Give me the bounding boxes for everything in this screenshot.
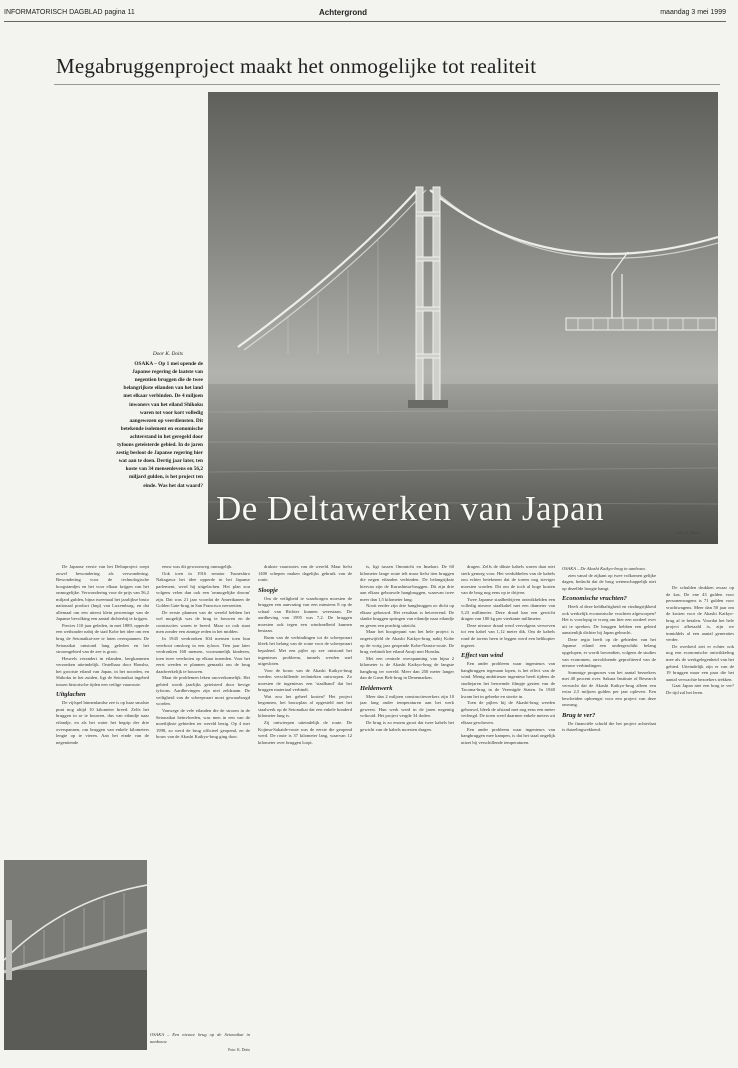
paragraph: De Japanse versie van het Deltaproject roept zowel bewondering als verwondering. Bewondering voor de technologische hoogstandjes en het voor elkaar krijgen van het onmogelijke. Verwondering voor de prijs van 56,2 miljard gulden, bijna tweemaal het jaarlijkse bruto nationaal product (bnp) van Luxemburg, en dat allemaal om een uiterst klein percentage van de Japanse bevolking een aantal dichterbij te krijgen. [56,564,149,622]
paragraph: De schulden drukken zwaar op de kas. De ene 43 gulden voor personenwagens is 71 gulden voor vrachtwagens. Meer dan 50 jaar om de kosten voor de Akashi Kaikyo-brug af te betalen. Voordat het hele project afbetaald is, zijn we inmiddels al een aantal generaties verder. [666,585,734,643]
subheading: Uitglachen [56,691,86,699]
paragraph: Deze regio heeft op de gebieden van het Japanse eiland een ondergeschikt belang opgelopen, er wordt bovendien, volgens de studies van economen, onvoldoende geprofiteerd van de nieuwe verbindingen. [562,636,656,669]
paragraph: Maar de problemen leken onoverkomelijk. Het gebied wordt jaarlijks geteisterd door hevige tyfoons. Aardbevingen zijn niet zeldzaam. De veiligheid van de scheepvaart moet gewaarborgd worden. [156,675,250,707]
paragraph: Zij ontwierpen uiteindelijk de route. De Kojima-Sakaide-route was de eerste die geopend werd. De route is 37 kilometer lang, waarvan 12 kilometer over bruggen loopt. [258,720,352,745]
paragraph: De financiële schuld die het project achterlaat is duizelingwekkend. [562,720,656,733]
header-date: maandag 3 mei 1999 [660,9,726,16]
paragraph: Een ander probleem waar ingenieurs van hangbruggen tegenaan lopen, is het effect van de wind. Menig ambitieuze ingenieur heeft tijdens de studiejaren het beroemde filmpje gezien van de Tacoma-brug in de Verenigde Staten. In 1940 kwam het in gebreke en stortte in. [461,661,555,699]
page-header [4,9,726,21]
paragraph: De overheid ziet er echter ook nog een economische ontwikkeling mee als de werkgelegenheid van het gebied. Uiteindelijk zijn er van de 19 bruggen maar een paar die het aantal verwachte bezoekers trekken. [666,643,734,682]
subheading: Effect van wind [461,652,504,660]
paragraph: Wat zou het geheel kosten? Het project begonnen, het bouwplan al opgesteld met het staalwerk op de Setonaikai dat een enkele honderd kilometer lang is. [258,693,352,719]
paragraph: Meer dan 2 miljoen constructiewerkers zijn 10 jaar lang onder temperaturen aan het werk geweest. Hun werk werd in de jaren negentig voltooid. Het project vergde 34 doden. [360,693,454,719]
paragraph: Om de veiligheid te waarborgen moesten de bruggen een aanvaring van een minstens 8 op de schaal van Richter kunnen weerstaan. De aardbeving van 1995 was 7,2. De bruggen moesten ook tegen een windsnelheid kunnen bestaan. [258,595,352,634]
photo-credit: Foto: K. Dotts [676,530,700,535]
article-column-7 [666,585,734,1053]
paragraph: Nooit eerder zijn drie hangbruggen zo dicht op elkaar gebouwd. Het resultaat is betoverend. De slanke bruggen springen van eilandje naar eilandje en geven een prachtig uitzicht. [360,603,454,628]
headline-rule [54,84,720,85]
paragraph: Ook toen in 1916 senator Tsuneshiro Nakagawa het idee opperde in het Japanse parlement, werd hij uitgelachen. Het plan zou volgens velen dan ook een 'onmogelijke droom' zijn. Dat was 21 jaar voordat de Amerikanen de Golden Gate-brug in San Francisco neerzetten. [156,570,250,609]
photo2-credit: Foto: K. Dotts [228,1048,250,1053]
paragraph: Gaat Japan niet een brug te ver? De tijd zal het leren. [666,683,734,695]
paragraph: Precies 110 jaar geleden, in mei 1889, opperde een wethouder nabij de stad Kobe het idee om een brug de Setonaikai-zee te laten overspannen. De Setonaikai ontstond lang geleden en het stroomgebied van de zee is groot. [56,622,149,655]
paragraph: eeuw was dit gewoonweg onmogelijk. [162,564,233,569]
article-column-3 [258,564,352,1054]
paragraph: Voor de bouw van de Akashi Kaikyo-brug werden verschillende technieken ontworpen. Zo moesten de ingenieurs een 'staalband' dat het bruggen materiaal verbindt. [258,667,352,693]
paragraph: dragen. Zelfs de dikste kabels waren daar niet sterk genoeg voor. Het verdubbelen van de kabels zou echter betekenen dat de torens nog steviger moesten worden. Dit om de toch al hoge kosten van de brug nog eens op te drijven. [461,564,555,596]
header-publication: INFORMATORISCH DAGBLAD pagina 11 [4,9,135,16]
subheading: Economische vruchten? [562,595,627,603]
paragraph: De brug is zo enorm groot dat twee kabels het gewicht van de kabels moesten dragen. [360,720,454,732]
paragraph: Vanwege de vele eilanden die de stroom in de Setonaikai beïnvloeden, was men in een van de moeilijkste gebieden ter wereld bezig. Op 4 mei 1998, zo werd de brug officieel geopend, en de bouw van de Akashi Kaikyo-brug ging door. [156,708,250,740]
article-column-2 [156,564,250,1054]
subheading: Brug te ver? [562,711,596,719]
bridge-photo [208,92,718,544]
header-rule [4,21,726,22]
paragraph: Een ander probleem waar ingenieurs van hangbruggen mee kampen, is dat het staal ongelijk uitzet bij verschillende temperaturen. [461,726,555,745]
article-column-4 [360,564,454,1054]
paragraph: Ruim van de verbindingen tot de scheepvaart bleek het belang van de route voor de scheepvaart bepalend. Met een pijler op zee ontstond het ingenieurs probleem, tunnels werden snel uitgesloten. [258,634,352,667]
paragraph: is, ligt tussen Onomichi en Imabari. De 60 kilometer lange route telt maar liefst tien bruggen die negen eilanden verbinden. De belangrijkste hiervan zijn de Kurushima-bruggen. Dit zijn drie aan elkaar gebouwde hangbruggen, waarvan twee meer dan 1,5 kilometer lang. [360,564,454,602]
paragraph: In 1945 verdronken 304 mensen toen hun veerboot omsloeg in een tyfoon. Tien jaar later verdronken 168 mensen, voornamelijk kinderen, toen twee veerboten op elkaar inrenden. Voor het eerst werden er plannen gemaakt om de brug daadwerkelijk te bouwen. [156,636,250,674]
photo2-caption-block [150,1030,250,1060]
paragraph: Twee Japanse staalbedrijven ontwikkelden een volledig nieuwe staalkabel met een diameter van 5,23 millimeter. Deze draad kan een gewicht dragen van 180 kg per vierkante millimeter. [461,596,555,622]
paragraph: Heeft al deze heldhaftigheid en vindingrijkheid ook werkelijk economische vruchten afgeworpen? Het is voorlopig te vroeg om hier een oordeel over uit te spreken. De bruggen hebben een gebied aanzienlijk dichter bij Japan gebracht. [562,604,656,636]
page-headline: Megabruggenproject maakt het onmogelijke tot realiteit [56,54,537,78]
article-column-6 [562,564,656,1054]
article-column-5 [461,564,555,1054]
paragraph: drukste vaarroutes van de wereld. Maar liefst 1400 schepen maken dagelijks gebruik van de route. [258,564,352,583]
paragraph: De eerste plannen van de wereld hebben het wel mogelijk was de brug te bouwen en de constructies waren te breed. Maar zo ook staat men zonder een zinnige reden in het midden. [156,609,250,635]
photo2-caption: OSAKA – Een nieuwe brug op de Setonaikai in aanbouw. [150,1032,250,1044]
header-section: Achtergrond [319,8,367,17]
paragraph: Toen de pijlers bij de Akashi-brug werden gebouwd, bleek de afstand met nog eens een meter verlengd. De toren werd daarmee enkele meters uit elkaar geschoven. [461,700,555,726]
paragraph: Sommige prognoses van het aantal bezoekers met 40 procent over. Sakura Institute of Research verwacht dat de Akashi Kaikyo-brug alleen een extra 2,5 miljoen gulden per jaar oplevert. Een bescheiden opbrengst voor een project van deze omvang. [562,669,656,708]
intro-text: OSAKA – Op 1 mei opende de Japanse regering de laatste van negentien bruggen die de twee belangrijkste eilanden van het land met elkaar verbinden. De 4 miljoen inwoners van het eiland Shikoku waren tot voor kort volledig aangewezen op veerdiensten. Dit betekende isolement en economische achterstand in het geregeld door tyfoons geteisterde gebied. In de jaren zestig besloot de Japanse regering hier wat aan te doen. Dertig jaar later, ten koste van 34 mensenlevens en 56,2 miljard gulden, is het project ten einde. Was het dat waard? [116,361,203,489]
bridge-photo-small [4,860,147,1050]
paragraph: Maar het hoogtepunt van het hele project is ongetwijfeld de Akashi Kaikyo-brug nabij Kobe op de vorig jaar geopende Kobe-Naruto-route. De brug verbindt het eiland Awaji met Honshu. [360,629,454,655]
subheading: Heldenwerk [360,684,393,692]
photo-caption: OSAKA – De Akashi Kaikyo-brug in aanbouw. [562,566,646,571]
byline: Door K. Doits [152,351,183,357]
subheading: Sloopje [258,586,278,594]
paragraph: Heuvels verandert in eilanden, bergkammen verzonken uiteindelijk. Ontelbaar door Honshu, het grootste eiland van Japan, in het noorden, en Shikoku in het zuiden, ligt de Setonaikai ingebed tussen historische tijden een veilige vaarroute. [56,655,149,687]
paragraph: zien vanaf de zijkant op twee volkomen gelijke dagen, bedacht dat de brug wetenschappelijk niet op dezelfde hoogte hangt. [562,572,656,591]
article-intro [115,350,203,490]
paragraph: De vijfspel binnenlandse zee is op haar smalste punt nog altijd 10 kilometer breed. Zelfs het bruggen in se te bouwen, dus van eilandje naar eilandje, en als het water het begrip der drie overspannen, om bruggen van enkele kilometers lengte op te vieren. Aan het einde van de negentiende [56,700,149,745]
paragraph: Deze nieuwe draad werd vervolgens verweven tot een kabel van 1,12 meter dik. Om de kabels rond de torens heen te leggen werd een helikopter ingezet. [461,622,555,648]
paragraph: Met een centrale overspanning van bijna 2 kilometer is de Akashi Kaikyo-brug de langste hangbrug ter wereld. Meer dan 250 meter langer dan de Great Belt-brug in Denemarken. [360,655,454,681]
photo-title: De Deltawerken van Japan [216,489,605,528]
